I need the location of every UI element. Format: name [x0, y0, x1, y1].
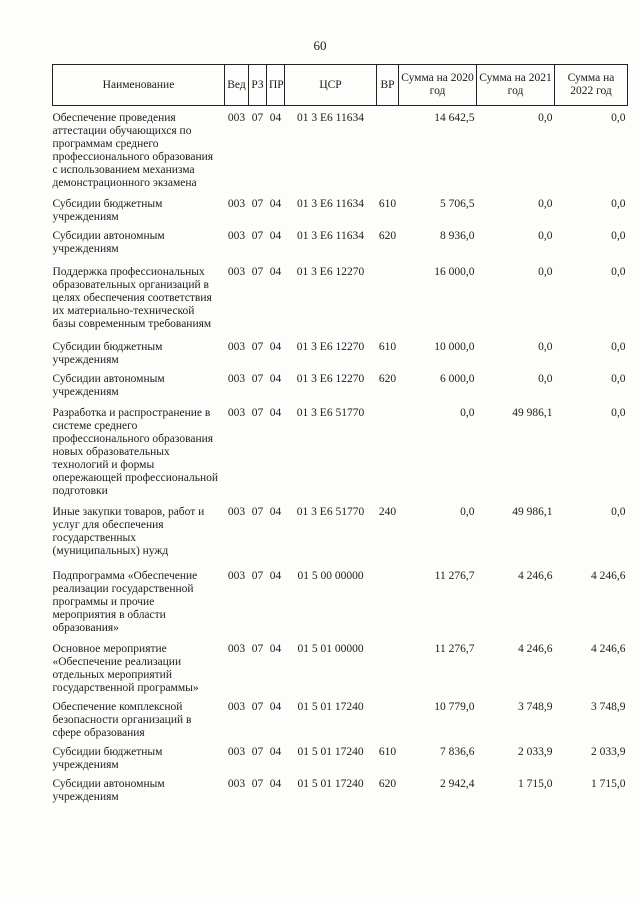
cell-pr: 04 [269, 341, 282, 353]
cell-sum-2022: 4 246,6 [591, 570, 626, 582]
table-row [53, 256, 628, 331]
cell-pr: 04 [269, 407, 282, 419]
cell-name: Субсидии автономным учреждениям [52, 230, 165, 255]
cell-rz: 07 [251, 506, 264, 518]
cell-sum-2021: 3 748,9 [518, 701, 553, 713]
header-ved: Вед [225, 65, 249, 106]
cell-sum-2022: 0,0 [611, 506, 626, 518]
table-row [53, 772, 628, 804]
cell-vr: 620 [378, 778, 397, 790]
cell-pr: 04 [269, 570, 282, 582]
cell-rz: 07 [251, 746, 264, 758]
cell-rz: 07 [251, 373, 264, 385]
cell-name: Субсидии бюджетным учреждениям [52, 341, 163, 366]
cell-csr: 01 5 01 17240 [297, 778, 364, 790]
table-row [53, 331, 628, 367]
cell-vr [377, 106, 399, 191]
cell-csr: 01 5 01 00000 [297, 643, 364, 655]
cell-sum-2022: 1 715,0 [591, 778, 626, 790]
cell-pr: 04 [269, 266, 282, 278]
cell-ved: 003 [227, 570, 246, 582]
cell-csr: 01 3 E6 11634 [297, 198, 364, 210]
cell-name: Обеспечение комплексной безопасности организаций в сфере образования [52, 701, 192, 739]
cell-vr: 620 [378, 230, 397, 242]
cell-sum-2021: 4 246,6 [518, 643, 553, 655]
cell-sum-2020: 0,0 [460, 506, 475, 518]
cell-csr: 01 3 E6 51770 [296, 407, 365, 419]
cell-sum-2021: 0,0 [538, 341, 553, 353]
cell-vr: 610 [378, 341, 397, 353]
cell-pr: 04 [269, 643, 282, 655]
cell-sum-2022: 0,0 [611, 373, 626, 385]
cell-vr [377, 635, 399, 695]
cell-name: Обеспечение проведения аттестации обучающихся по программам среднего профессионального образования с использованием механизма демонстрационного экзамена [52, 112, 214, 189]
cell-vr: 610 [378, 746, 397, 758]
cell-ved: 003 [227, 746, 246, 758]
table-row [53, 558, 628, 635]
cell-rz: 07 [251, 643, 264, 655]
table-row [53, 695, 628, 740]
cell-sum-2022: 0,0 [611, 198, 626, 210]
cell-vr: 610 [378, 198, 397, 210]
cell-rz: 07 [251, 701, 264, 713]
table-row [53, 498, 628, 558]
cell-csr: 01 3 E6 51770 [296, 506, 365, 518]
cell-csr: 01 3 E6 11634 [297, 112, 364, 124]
cell-sum-2021: 49 986,1 [512, 407, 553, 419]
cell-sum-2021: 4 246,6 [518, 570, 553, 582]
cell-sum-2022: 2 033,9 [591, 746, 626, 758]
cell-vr: 620 [378, 373, 397, 385]
cell-sum-2022: 0,0 [611, 341, 626, 353]
page-number: 60 [313, 38, 327, 53]
header-sum-2022: Сумма на 2022 год [555, 65, 628, 106]
cell-ved: 003 [227, 506, 246, 518]
cell-sum-2020: 14 642,5 [434, 112, 475, 124]
cell-sum-2022: 3 748,9 [591, 701, 626, 713]
cell-name: Основное мероприятие «Обеспечение реализации отдельных мероприятий государственной программы» [52, 643, 199, 694]
cell-rz: 07 [251, 778, 264, 790]
header-vr: ВР [377, 65, 399, 106]
cell-sum-2021: 49 986,1 [512, 506, 553, 518]
cell-rz: 07 [251, 230, 264, 242]
cell-ved: 003 [227, 112, 246, 124]
cell-name: Разработка и распространение в системе среднего профессионального образования новых образовательных технологий и формы опережающей профессиональной подготовки [52, 407, 219, 497]
table-header-row [53, 65, 628, 106]
cell-pr: 04 [269, 506, 282, 518]
table-row [53, 224, 628, 256]
cell-ved: 003 [227, 266, 246, 278]
cell-name: Субсидии автономным учреждениям [52, 373, 165, 398]
cell-csr: 01 3 E6 12270 [296, 341, 365, 353]
cell-sum-2022: 0,0 [611, 407, 626, 419]
cell-sum-2021: 0,0 [538, 230, 553, 242]
cell-name: Субсидии бюджетным учреждениям [52, 746, 163, 771]
cell-sum-2021: 0,0 [538, 373, 553, 385]
cell-vr: 240 [378, 506, 397, 518]
cell-pr: 04 [269, 230, 282, 242]
table-row [53, 740, 628, 772]
cell-sum-2020: 11 276,7 [434, 570, 475, 582]
cell-name: Субсидии бюджетным учреждениям [52, 198, 163, 223]
cell-rz: 07 [251, 112, 264, 124]
cell-csr: 01 3 E6 12270 [296, 266, 365, 278]
cell-rz: 07 [251, 341, 264, 353]
cell-csr: 01 3 E6 11634 [297, 230, 364, 242]
table-body [53, 106, 628, 805]
header-csr: ЦСР [285, 65, 377, 106]
cell-sum-2021: 0,0 [538, 112, 553, 124]
cell-sum-2022: 0,0 [611, 112, 626, 124]
cell-rz: 07 [251, 570, 264, 582]
cell-sum-2021: 0,0 [538, 266, 553, 278]
header-sum-2021: Сумма на 2021 год [477, 65, 555, 106]
cell-sum-2020: 10 000,0 [434, 341, 475, 353]
cell-ved: 003 [227, 198, 246, 210]
cell-ved: 003 [227, 778, 246, 790]
cell-vr [377, 558, 399, 635]
cell-ved: 003 [227, 373, 246, 385]
cell-name: Подпрограмма «Обеспечение реализации государственной программы и прочие мероприятия в области образования» [52, 570, 198, 634]
cell-ved: 003 [227, 643, 246, 655]
cell-name: Субсидии автономным учреждениям [52, 778, 165, 803]
cell-pr: 04 [269, 746, 282, 758]
cell-pr: 04 [269, 778, 282, 790]
cell-vr [377, 256, 399, 331]
cell-sum-2021: 2 033,9 [518, 746, 553, 758]
budget-table [52, 64, 628, 804]
cell-ved: 003 [227, 701, 246, 713]
table-row [53, 190, 628, 224]
header-name: Наименование [53, 65, 225, 106]
cell-sum-2020: 7 836,6 [440, 746, 475, 758]
cell-sum-2020: 2 942,4 [440, 778, 475, 790]
cell-vr [377, 695, 399, 740]
cell-name: Иные закупки товаров, работ и услуг для обеспечения государственных (муниципальных) нужд [52, 506, 205, 557]
cell-pr: 04 [269, 373, 282, 385]
header-sum-2020: Сумма на 2020 год [399, 65, 477, 106]
cell-sum-2020: 6 000,0 [440, 373, 475, 385]
header-pr: ПР [267, 65, 285, 106]
cell-pr: 04 [269, 112, 282, 124]
cell-vr [377, 399, 399, 498]
cell-rz: 07 [251, 198, 264, 210]
cell-name: Поддержка профессиональных образовательных организаций в целях обеспечения соответствия их материально-технической базы современным требованиям [52, 266, 212, 330]
cell-csr: 01 3 E6 12270 [296, 373, 365, 385]
cell-sum-2021: 0,0 [538, 198, 553, 210]
cell-sum-2020: 11 276,7 [434, 643, 475, 655]
table-row [53, 367, 628, 399]
cell-sum-2022: 0,0 [611, 230, 626, 242]
cell-rz: 07 [251, 266, 264, 278]
cell-ved: 003 [227, 341, 246, 353]
cell-csr: 01 5 00 00000 [297, 570, 364, 582]
header-rz: РЗ [249, 65, 267, 106]
cell-pr: 04 [269, 701, 282, 713]
cell-sum-2021: 1 715,0 [518, 778, 553, 790]
cell-sum-2020: 16 000,0 [434, 266, 475, 278]
cell-sum-2022: 4 246,6 [591, 643, 626, 655]
cell-csr: 01 5 01 17240 [297, 701, 364, 713]
cell-rz: 07 [251, 407, 264, 419]
cell-sum-2020: 0,0 [460, 407, 475, 419]
cell-sum-2020: 5 706,5 [440, 198, 475, 210]
table-row [53, 399, 628, 498]
cell-sum-2020: 8 936,0 [440, 230, 475, 242]
cell-sum-2022: 0,0 [611, 266, 626, 278]
table-row [53, 106, 628, 191]
table-row [53, 635, 628, 695]
cell-csr: 01 5 01 17240 [297, 746, 364, 758]
cell-ved: 003 [227, 407, 246, 419]
cell-sum-2020: 10 779,0 [434, 701, 475, 713]
cell-pr: 04 [269, 198, 282, 210]
cell-ved: 003 [227, 230, 246, 242]
